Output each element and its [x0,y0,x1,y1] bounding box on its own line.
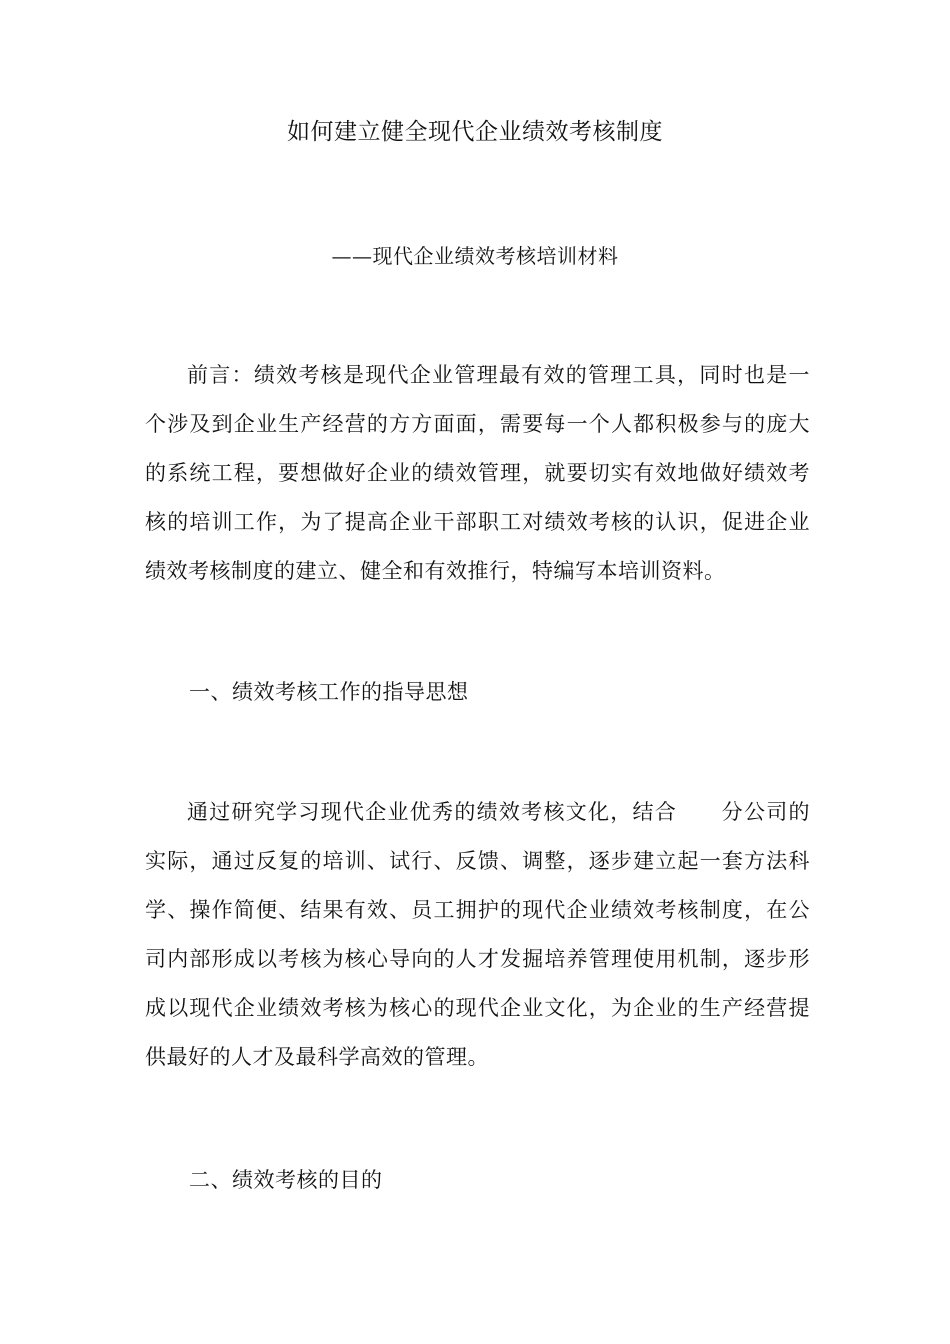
preface-paragraph: 前言：绩效考核是现代企业管理最有效的管理工具，同时也是一个涉及到企业生产经营的方方面面，需要每一个人都积极参与的庞大的系统工程，要想做好企业的绩效管理，就要切实有效地做好绩效考核的培训工作，为了提高企业干部职工对绩效考核的认识，促进企业绩效考核制度的建立、健全和有效推行，特编写本培训资料。 [145,363,810,583]
document-title: 如何建立健全现代企业绩效考核制度 [287,119,663,145]
section-heading-guiding-ideology: 一、绩效考核工作的指导思想 [189,680,469,704]
section-body-guiding-ideology: 通过研究学习现代企业优秀的绩效考核文化，结合 分公司的实际，通过反复的培训、试行、反馈、调整，逐步建立起一套方法科学、操作简便、结果有效、员工拥护的现代企业绩效考核制度，在公司内部形成以考核为核心导向的人才发掘培养管理使用机制，逐步形成以现代企业绩效考核为核心的现代企业文化，为企业的生产经营提供最好的人才及最科学高效的管理。 [145,800,810,1069]
document-subtitle: ——现代企业绩效考核培训材料 [331,244,619,268]
section-heading-purpose: 二、绩效考核的目的 [189,1168,383,1192]
